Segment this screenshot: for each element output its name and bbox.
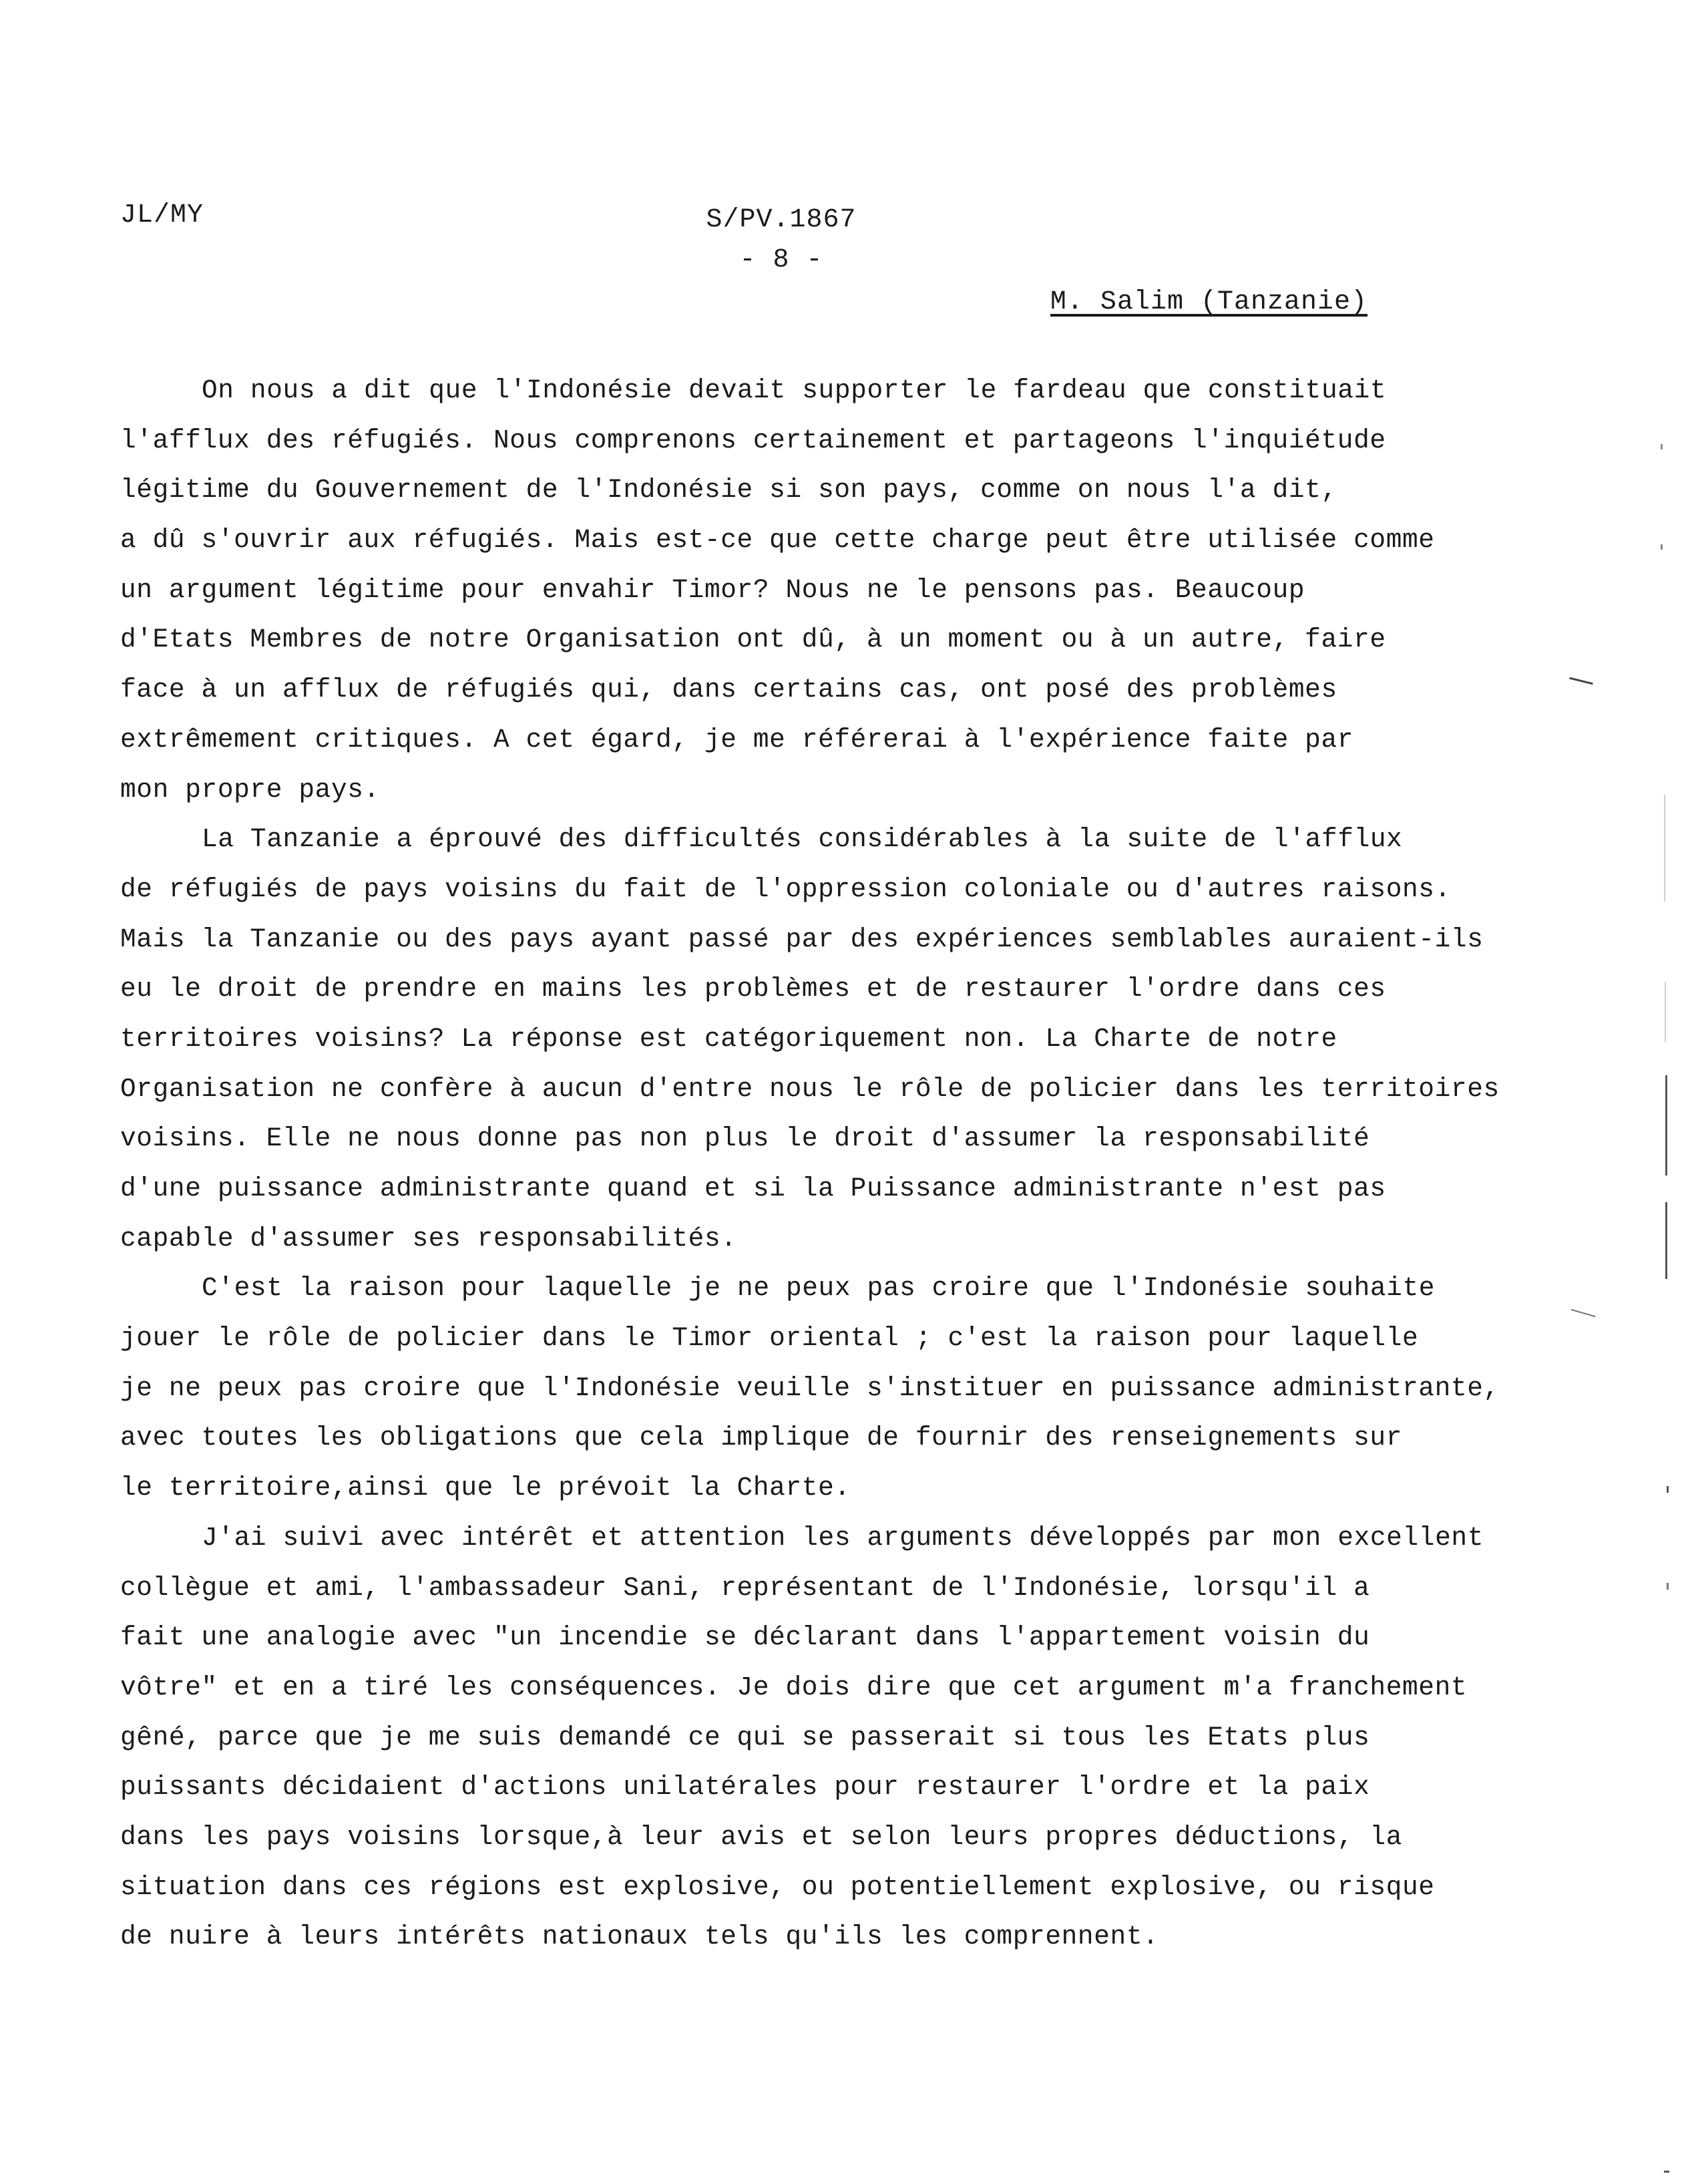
text-line: Mais la Tanzanie ou des pays ayant passé par des expériences semblables auraient-ils: [120, 924, 1484, 954]
text-line: mon propre pays.: [120, 774, 380, 805]
scan-mark: [1664, 2171, 1669, 2173]
paragraph: [120, 1264, 1576, 1513]
text-line: le territoire,ainsi que le prévoit la Charte.: [120, 1473, 851, 1503]
text-line: de réfugiés de pays voisins du fait de l'oppression coloniale ou d'autres raisons.: [120, 874, 1451, 904]
scan-mark: [1667, 1583, 1669, 1590]
text-line: légitime du Gouvernement de l'Indonésie si son pays, comme on nous l'a dit,: [120, 475, 1337, 506]
scan-mark: [1665, 1202, 1667, 1279]
text-line: vôtre" et en a tiré les conséquences. Je dois dire que cet argument m'a franchement: [120, 1672, 1468, 1702]
text-line: collègue et ami, l'ambassadeur Sani, représentant de l'Indonésie, lorsqu'il a: [120, 1572, 1370, 1603]
text-line: a dû s'ouvrir aux réfugiés. Mais est-ce que cette charge peut être utilisée comme: [120, 525, 1435, 556]
text-line: de nuire à leurs intérêts nationaux tels qu'ils les comprennent.: [120, 1922, 1159, 1952]
scan-mark: [1661, 544, 1663, 550]
text-line: avec toutes les obligations que cela implique de fournir des renseignements sur: [120, 1423, 1403, 1453]
text-line: eu le droit de prendre en mains les problèmes et de restaurer l'ordre dans ces: [120, 974, 1386, 1005]
text-line: C'est la raison pour laquelle je ne peux pas croire que l'Indonésie souhaite: [202, 1273, 1436, 1304]
text-line: je ne peux pas croire que l'Indonésie veuille s'instituer en puissance administrante,: [120, 1373, 1500, 1403]
text-line: La Tanzanie a éprouvé des difficultés considérables à la suite de l'afflux: [202, 824, 1403, 855]
text-line: extrêmement critiques. A cet égard, je me référerai à l'expérience faite par: [120, 724, 1354, 755]
scan-mark: [1665, 982, 1666, 1042]
speaker-name: M. Salim (Tanzanie): [1050, 287, 1367, 317]
text-line: territoires voisins? La réponse est catégoriquement non. La Charte de notre: [120, 1023, 1337, 1054]
text-line: gêné, parce que je me suis demandé ce qui se passerait si tous les Etats plus: [120, 1722, 1370, 1753]
document-symbol: S/PV.1867: [706, 205, 857, 235]
paragraph: [120, 366, 1576, 815]
paragraph: [120, 1513, 1576, 1962]
text-line: situation dans ces régions est explosive, ou potentiellement explosive, ou risque: [120, 1871, 1435, 1902]
text-line: face à un afflux de réfugiés qui, dans certains cas, ont posé des problèmes: [120, 675, 1337, 705]
text-line: puissants décidaient d'actions unilatérales pour restaurer l'ordre et la paix: [120, 1772, 1370, 1803]
page-number: - 8 -: [739, 245, 823, 275]
text-line: Organisation ne confère à aucun d'entre nous le rôle de policier dans les territoires: [120, 1073, 1500, 1104]
paragraph: [120, 815, 1576, 1264]
scan-mark: [1665, 1075, 1667, 1175]
text-line: fait une analogie avec "un incendie se déclarant dans l'appartement voisin du: [120, 1622, 1370, 1653]
text-line: On nous a dit que l'Indonésie devait supporter le fardeau que constituait: [202, 375, 1387, 405]
text-line: d'Etats Membres de notre Organisation ont dû, à un moment ou à un autre, faire: [120, 624, 1386, 655]
text-line: J'ai suivi avec intérêt et attention les arguments développés par mon excellent: [202, 1522, 1484, 1553]
text-line: d'une puissance administrante quand et si la Puissance administrante n'est pas: [120, 1173, 1386, 1204]
text-line: dans les pays voisins lorsque,à leur avis et selon leurs propres déductions, la: [120, 1821, 1403, 1852]
text-line: voisins. Elle ne nous donne pas non plus le droit d'assumer la responsabilité: [120, 1123, 1370, 1154]
scan-mark: [1667, 1486, 1669, 1493]
scan-mark: [1661, 444, 1663, 449]
text-line: l'afflux des réfugiés. Nous comprenons certainement et partageons l'inquiétude: [120, 425, 1386, 456]
header-initials: JL/MY: [120, 200, 204, 230]
header-center: [654, 200, 908, 281]
text-line: jouer le rôle de policier dans le Timor oriental ; c'est la raison pour laquelle: [120, 1323, 1419, 1354]
text-line: un argument légitime pour envahir Timor? Nous ne le pensons pas. Beaucoup: [120, 574, 1305, 605]
text-line: capable d'assumer ses responsabilités.: [120, 1223, 737, 1254]
scan-mark: [1664, 795, 1665, 902]
speech-body: [120, 366, 1576, 1962]
